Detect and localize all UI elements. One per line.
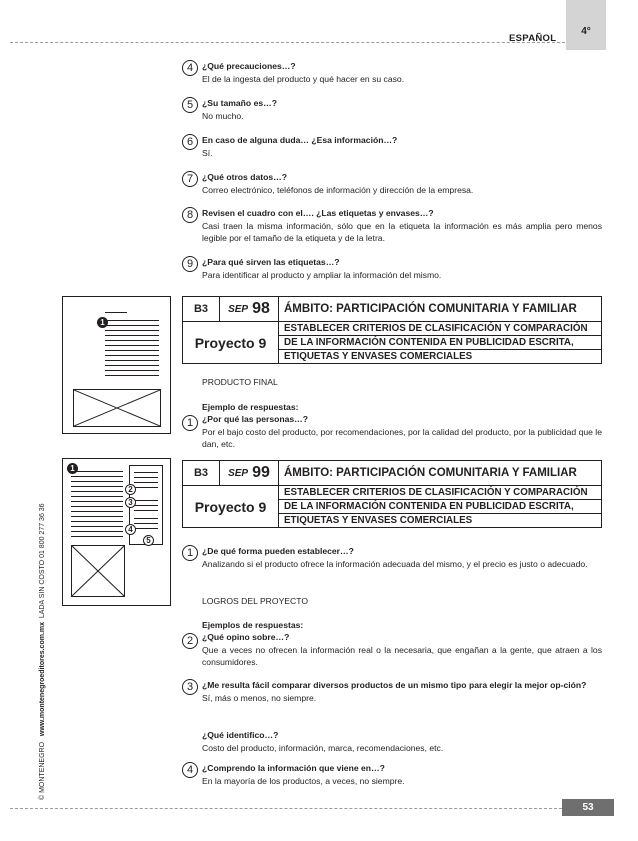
criteria-line: DE LA INFORMACIÓN CONTENIDA EN PUBLICIDAD ESCRITA, — [279, 500, 601, 514]
thumb-line — [105, 340, 159, 341]
thumb-line — [134, 518, 158, 519]
question: ¿Qué precauciones…? — [202, 61, 296, 71]
item-number: 5 — [182, 97, 198, 113]
item-number: 3 — [182, 679, 198, 695]
grade-label: 4° — [581, 26, 591, 37]
qa-item-5 — [182, 97, 602, 122]
thumb-line — [134, 505, 158, 506]
question: ¿Para qué sirven las etiquetas…? — [202, 257, 340, 267]
header-divider — [10, 42, 565, 43]
thumb-line — [134, 472, 158, 473]
project-header-99 — [182, 460, 602, 528]
criteria-line: ESTABLECER CRITERIOS DE CLASIFICACIÓN Y COMPARACIÓN — [279, 486, 601, 500]
answer: Por el bajo costo del producto, por recomendaciones, por la calidad del producto, por la publicidad que le dan, etc. — [202, 426, 602, 449]
thumb-marker: 2 — [125, 484, 136, 495]
question: ¿Comprendo la información que viene en…? — [202, 763, 385, 773]
item-number: 2 — [182, 633, 198, 649]
criteria-line: ETIQUETAS Y ENVASES COMERCIALES — [284, 351, 473, 362]
thumb-line — [71, 476, 123, 477]
question: ¿Me resulta fácil comparar diversos productos de un mismo tipo para elegir la mejor op-ción? — [202, 680, 587, 690]
section-label: LOGROS DEL PROYECTO — [202, 596, 309, 606]
qa-item-9 — [182, 256, 602, 281]
thumb-line — [134, 500, 158, 501]
thumb-line — [105, 312, 127, 313]
placeholder-cross — [72, 546, 124, 596]
item-number: 9 — [182, 256, 198, 272]
thumb-line — [71, 511, 123, 512]
answer: Para identificar al producto y ampliar la información del mismo. — [202, 269, 442, 280]
ambito-title: ÁMBITO: PARTICIPACIÓN COMUNITARIA Y FAMILIAR — [284, 467, 577, 479]
project-header-98 — [182, 296, 602, 364]
thumb-marker: 3 — [125, 497, 136, 508]
item-number: 7 — [182, 171, 198, 187]
sep-page: 99 — [252, 464, 270, 481]
side-brand: © MONTENEGRO — [39, 741, 46, 800]
thumb-line — [105, 355, 159, 356]
page-thumbnail-99 — [62, 458, 171, 606]
item-number: 6 — [182, 134, 198, 150]
criteria-line: ESTABLECER CRITERIOS DE CLASIFICACIÓN Y COMPARACIÓN — [279, 322, 601, 336]
qa-item-8 — [182, 207, 602, 245]
thumb-line — [134, 528, 158, 529]
answer: Sí, más o menos, no siempre. — [202, 692, 317, 703]
question: ¿Qué opino sobre…? — [202, 632, 290, 642]
item-number: 1 — [182, 545, 198, 561]
page-header — [0, 0, 638, 44]
thumb-line — [71, 531, 123, 532]
qa-99-item-2 — [182, 631, 602, 669]
thumb-line — [105, 365, 159, 366]
block-label: B3 — [183, 461, 220, 485]
answer: En la mayoría de los productos, a veces, no siempre. — [202, 775, 405, 786]
thumb-line — [71, 521, 123, 522]
thumb-line — [134, 510, 158, 511]
section-label: PRODUCTO FINAL — [202, 377, 278, 387]
sep-label: SEP — [228, 303, 249, 315]
project-title: Proyecto 9 — [183, 322, 279, 363]
thumb-line — [105, 360, 159, 361]
thumb-line — [105, 320, 159, 321]
thumb-line — [105, 370, 159, 371]
subject-title: ESPAÑOL — [509, 33, 557, 44]
item-number: 8 — [182, 207, 198, 223]
thumb-line — [71, 506, 123, 507]
thumb-line — [71, 471, 123, 472]
answer: Analizando si el producto ofrece la información adecuada del mismo, y el precio es justo o adecuado. — [202, 558, 588, 569]
side-credit — [39, 503, 46, 800]
question: Revisen el cuadro con el…. ¿Las etiquetas y envases…? — [202, 208, 434, 218]
qa-99-item-4 — [182, 762, 602, 787]
answer: Costo del producto, información, marca, recomendaciones, etc. — [202, 742, 444, 753]
answer: El de la ingesta del producto y qué hacer en su caso. — [202, 73, 405, 84]
item-number: 4 — [182, 60, 198, 76]
image-placeholder — [71, 545, 125, 597]
thumb-line — [71, 481, 123, 482]
qa-item-4 — [182, 60, 602, 85]
answer: Casi traen la misma información, sólo que en la etiqueta la información es más amplia pero menos legible por el tamaño de la etiqueta y de la letra. — [202, 220, 602, 243]
thumb-line — [134, 523, 158, 524]
criteria-line: DE LA INFORMACIÓN CONTENIDA EN PUBLICIDAD ESCRITA, — [279, 336, 601, 350]
thumb-line — [105, 350, 159, 351]
side-phone: LADA SIN COSTO 01 800 277 36 36 — [39, 503, 46, 619]
answer: Correo electrónico, teléfonos de información y dirección de la empresa. — [202, 184, 474, 195]
grade-tab — [566, 0, 606, 50]
thumb-line — [71, 516, 123, 517]
thumb-line — [105, 325, 159, 326]
question: ¿Su tamaño es…? — [202, 98, 277, 108]
thumb-marker: 1 — [97, 317, 108, 328]
qa-99-item-3 — [182, 679, 602, 704]
thumb-line — [71, 491, 123, 492]
page-thumbnail-98 — [62, 296, 171, 434]
thumb-line — [134, 487, 158, 488]
side-url: www.montenegroeditores.com.mx — [39, 621, 46, 737]
question: ¿Por qué las personas…? — [202, 414, 309, 424]
answer: Sí. — [202, 147, 213, 158]
question: ¿Qué identifico…? — [202, 730, 279, 740]
qa-item-6 — [182, 134, 602, 159]
thumb-line — [134, 477, 158, 478]
answer: No mucho. — [202, 110, 244, 121]
qa-99-item-identifico — [182, 729, 602, 754]
ambito-title: ÁMBITO: PARTICIPACIÓN COMUNITARIA Y FAMILIAR — [284, 303, 577, 315]
examples-label: Ejemplo de respuestas: — [202, 402, 299, 412]
answer: Que a veces no ofrecen la información real o la necesaria, que engañan a la gente, que atraen a los consumidores. — [202, 644, 602, 667]
examples-label: Ejemplos de respuestas: — [202, 620, 304, 630]
thumb-line — [105, 335, 159, 336]
criteria-line: ETIQUETAS Y ENVASES COMERCIALES — [284, 515, 473, 526]
placeholder-cross — [74, 390, 160, 426]
question: ¿De qué forma pueden establecer…? — [202, 546, 354, 556]
item-number: 4 — [182, 762, 198, 778]
thumb-line — [105, 330, 159, 331]
thumb-line — [71, 486, 123, 487]
thumb-line — [71, 496, 123, 497]
sep-label: SEP — [228, 467, 249, 479]
thumb-line — [71, 501, 123, 502]
qa-99-item-1 — [182, 545, 602, 570]
thumb-line — [105, 345, 159, 346]
qa-item-7 — [182, 171, 602, 196]
block-label: B3 — [183, 297, 220, 321]
qa-98-item-1 — [182, 413, 602, 451]
thumb-line — [105, 375, 159, 376]
thumb-marker: 4 — [125, 524, 136, 535]
sep-page: 98 — [252, 300, 270, 317]
thumb-line — [71, 526, 123, 527]
page-number: 53 — [562, 799, 614, 816]
question: En caso de alguna duda… ¿Esa información…? — [202, 135, 398, 145]
question: ¿Qué otros datos…? — [202, 172, 287, 182]
project-title: Proyecto 9 — [183, 486, 279, 527]
item-number: 1 — [182, 415, 198, 431]
footer-divider — [10, 808, 562, 809]
thumb-marker: 1 — [67, 463, 78, 474]
image-placeholder — [73, 389, 161, 427]
thumb-marker: 5 — [143, 535, 154, 546]
thumb-line — [134, 482, 158, 483]
thumb-line — [71, 536, 123, 537]
